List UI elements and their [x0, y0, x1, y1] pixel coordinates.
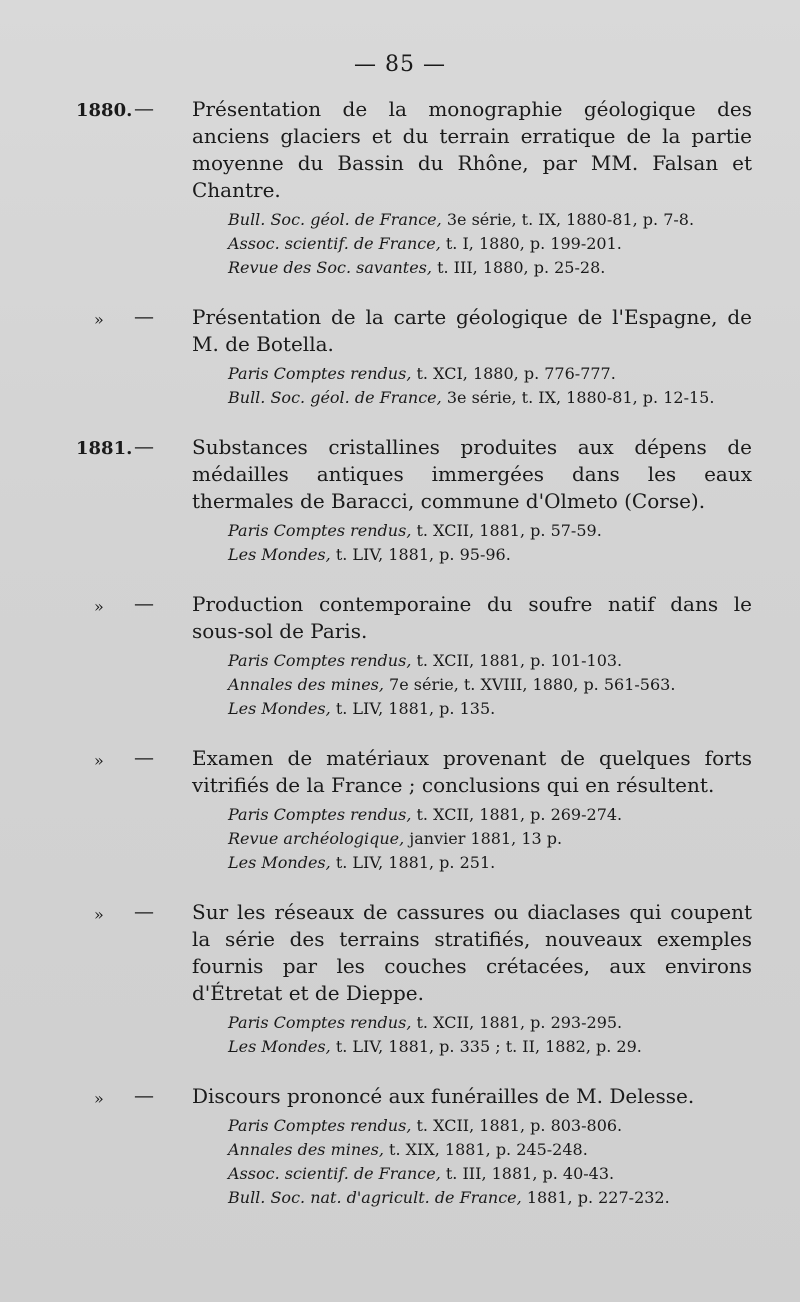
reference-detail: 3e série, t. IX, 1880-81, p. 12-15. — [446, 388, 715, 407]
reference-detail: t. LIV, 1881, p. 135. — [335, 699, 496, 718]
reference-detail: t. XCI, 1880, p. 776-777. — [416, 364, 616, 383]
entry-dash: — — [134, 745, 154, 769]
reference-detail: t. XCII, 1881, p. 57-59. — [416, 521, 602, 540]
bibliography-entry — [0, 96, 800, 280]
reference-source: Revue archéologique, — [228, 829, 405, 848]
reference-detail: janvier 1881, 13 p. — [409, 829, 563, 848]
entry-ditto-mark: » — [94, 310, 104, 329]
reference-line — [228, 673, 800, 697]
reference-line — [228, 803, 800, 827]
entry-title: Discours prononcé aux funérailles de M. Delesse. — [192, 1084, 695, 1108]
reference-line — [228, 232, 800, 256]
bibliography-entry — [0, 591, 800, 721]
reference-source: Les Mondes, — [228, 1037, 331, 1056]
reference-detail: t. XCII, 1881, p. 293-295. — [416, 1013, 623, 1032]
entry-title: Présentation de la monographie géologique des anciens glaciers et du terrain erratique de la partie moyenne du Bassin du Rhône, par MM. Falsan et Chantre. — [192, 97, 752, 202]
entry-title: Présentation de la carte géologique de l'Espagne, de M. de Botella. — [192, 305, 752, 356]
reference-source: Revue des Soc. savantes, — [228, 258, 432, 277]
reference-line — [228, 1162, 800, 1186]
reference-line — [228, 362, 800, 386]
reference-detail: 1881, p. 227-232. — [526, 1188, 670, 1207]
reference-line — [228, 697, 800, 721]
entry-references — [228, 1011, 800, 1059]
bibliography-entry — [0, 434, 800, 567]
entry-dash: — — [134, 899, 154, 923]
entry-references — [228, 803, 800, 875]
reference-source: Paris Comptes rendus, — [228, 521, 412, 540]
reference-line — [228, 1114, 800, 1138]
reference-line — [228, 256, 800, 280]
reference-line — [228, 543, 800, 567]
reference-detail: t. III, 1881, p. 40-43. — [445, 1164, 615, 1183]
reference-source: Bull. Soc. géol. de France, — [228, 388, 442, 407]
reference-detail: 7e série, t. XVIII, 1880, p. 561-563. — [389, 675, 676, 694]
reference-line — [228, 519, 800, 543]
entry-ditto-mark: » — [94, 751, 104, 770]
entry-references — [228, 362, 800, 410]
reference-line — [228, 1011, 800, 1035]
reference-source: Bull. Soc. géol. de France, — [228, 210, 442, 229]
entry-title: Examen de matériaux provenant de quelques forts vitrifiés de la France ; conclusions qui en résultent. — [192, 746, 752, 797]
reference-line — [228, 208, 800, 232]
entry-year: 1880. — [76, 100, 133, 121]
reference-detail: 3e série, t. IX, 1880-81, p. 7-8. — [446, 210, 695, 229]
page-number: — 85 — — [354, 52, 446, 77]
entry-title: Production contemporaine du soufre natif dans le sous-sol de Paris. — [192, 592, 752, 643]
reference-source: Paris Comptes rendus, — [228, 1013, 412, 1032]
reference-source: Paris Comptes rendus, — [228, 1116, 412, 1135]
entry-references — [228, 519, 800, 567]
reference-detail: t. I, 1880, p. 199-201. — [445, 234, 622, 253]
reference-line — [228, 649, 800, 673]
reference-detail: t. XCII, 1881, p. 101-103. — [416, 651, 623, 670]
reference-detail: t. III, 1880, p. 25-28. — [437, 258, 606, 277]
reference-source: Paris Comptes rendus, — [228, 805, 412, 824]
entry-dash: — — [134, 434, 154, 458]
entry-ditto-mark: » — [94, 905, 104, 924]
reference-source: Annales des mines, — [228, 1140, 384, 1159]
entry-dash: — — [134, 304, 154, 328]
entry-dash: — — [134, 591, 154, 615]
reference-detail: t. XCII, 1881, p. 269-274. — [416, 805, 623, 824]
reference-detail: t. XIX, 1881, p. 245-248. — [389, 1140, 588, 1159]
bibliography-list — [0, 96, 800, 1234]
reference-source: Les Mondes, — [228, 699, 331, 718]
reference-line — [228, 1138, 800, 1162]
entry-ditto-mark: » — [94, 597, 104, 616]
bibliography-entry — [0, 745, 800, 875]
entry-references — [228, 649, 800, 721]
reference-source: Annales des mines, — [228, 675, 384, 694]
bibliography-entry — [0, 304, 800, 410]
reference-source: Les Mondes, — [228, 853, 331, 872]
entry-ditto-mark: » — [94, 1089, 104, 1108]
reference-line — [228, 1035, 800, 1059]
reference-detail: t. LIV, 1881, p. 335 ; t. II, 1882, p. 29. — [335, 1037, 642, 1056]
entry-references — [228, 1114, 800, 1210]
reference-detail: t. LIV, 1881, p. 251. — [335, 853, 496, 872]
reference-source: Paris Comptes rendus, — [228, 364, 412, 383]
reference-line — [228, 851, 800, 875]
reference-line — [228, 827, 800, 851]
entry-title: Substances cristallines produites aux dépens de médailles antiques immergées dans les eaux thermales de Baracci, commune d'Olmeto (Corse). — [192, 435, 752, 513]
reference-line — [228, 386, 800, 410]
reference-source: Paris Comptes rendus, — [228, 651, 412, 670]
reference-detail: t. LIV, 1881, p. 95-96. — [335, 545, 511, 564]
entry-dash: — — [134, 1083, 154, 1107]
entry-title: Sur les réseaux de cassures ou diaclases qui coupent la série des terrains stratifiés, nouveaux exemples fournis par les couches crétacées, aux environs d'Étretat et de Dieppe. — [192, 900, 752, 1005]
reference-source: Assoc. scientif. de France, — [228, 234, 441, 253]
bibliography-entry — [0, 1083, 800, 1210]
reference-source: Bull. Soc. nat. d'agricult. de France, — [228, 1188, 522, 1207]
entry-dash: — — [134, 96, 154, 120]
bibliography-entry — [0, 899, 800, 1059]
reference-source: Assoc. scientif. de France, — [228, 1164, 441, 1183]
reference-detail: t. XCII, 1881, p. 803-806. — [416, 1116, 623, 1135]
entry-year: 1881. — [76, 438, 133, 459]
entry-references — [228, 208, 800, 280]
reference-line — [228, 1186, 800, 1210]
reference-source: Les Mondes, — [228, 545, 331, 564]
